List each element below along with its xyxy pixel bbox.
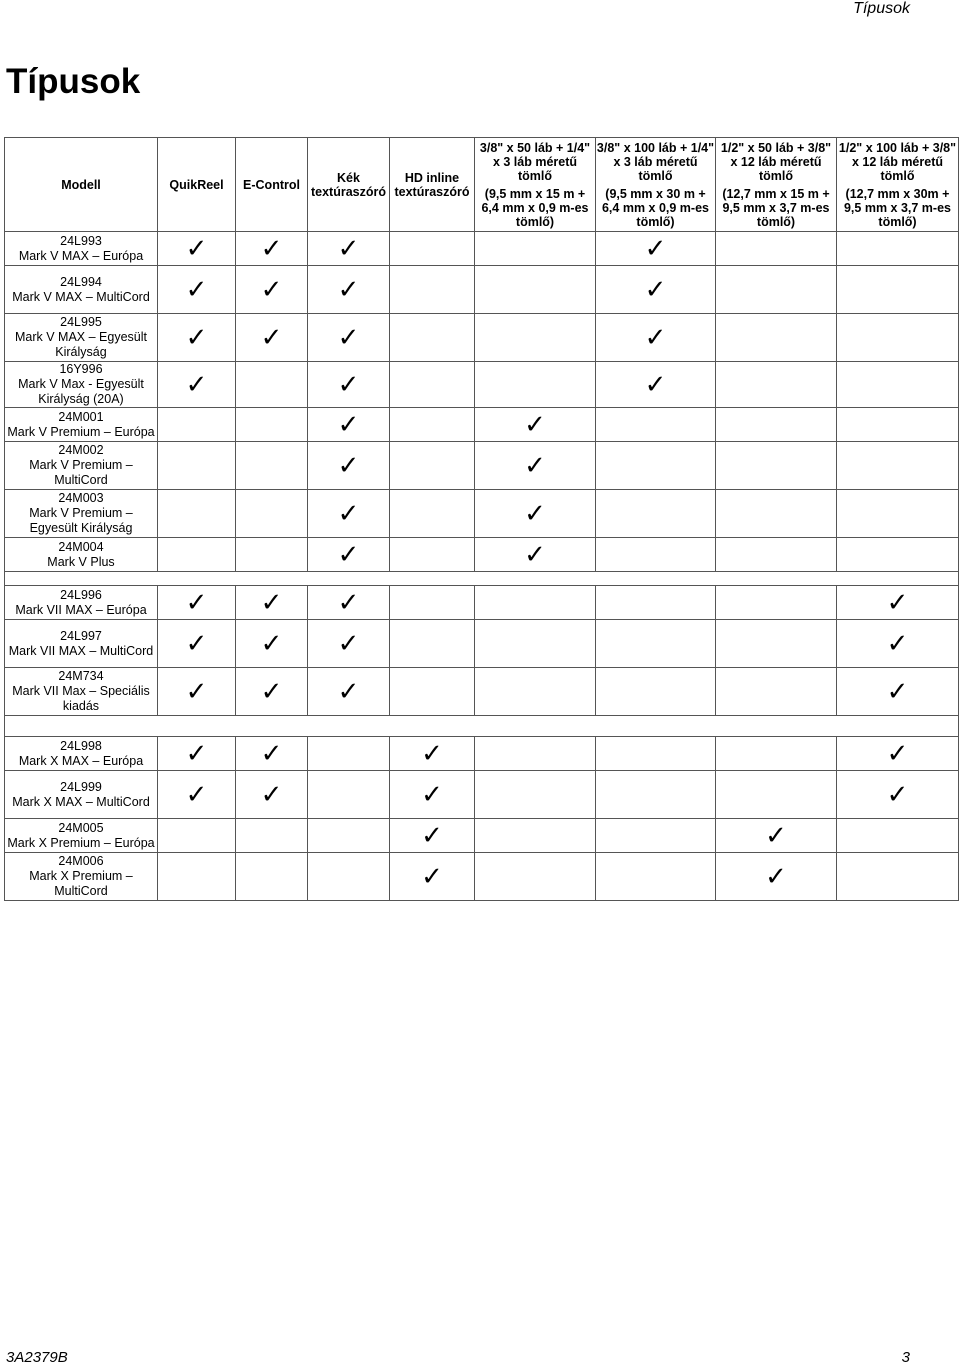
model-code: 16Y996 (59, 362, 103, 376)
table-row (5, 490, 959, 538)
column-subtitle: (9,5 mm x 15 m + 6,4 mm x 0,9 m-es tömlő) (481, 186, 589, 229)
check-mark-icon: ✓ (475, 538, 596, 572)
model-cell (5, 538, 158, 572)
empty-cell (596, 771, 716, 819)
model-code: 24L998 (60, 738, 102, 753)
model-name: Mark X Premium – Európa (7, 835, 155, 850)
empty-cell (837, 362, 959, 408)
empty-cell (837, 266, 959, 314)
empty-cell (596, 442, 716, 490)
empty-cell (716, 266, 837, 314)
model-code: 24M003 (58, 491, 104, 505)
empty-cell (837, 819, 959, 853)
column-title: QuikReel (169, 177, 224, 192)
table-row (5, 771, 959, 819)
model-code: 24M002 (58, 443, 104, 457)
model-cell (5, 266, 158, 314)
empty-cell (716, 620, 837, 668)
model-cell (5, 586, 158, 620)
empty-cell (158, 819, 236, 853)
check-mark-icon: ✓ (390, 771, 475, 819)
model-name: Mark V MAX – Egyesült Királyság (15, 330, 147, 359)
empty-cell (390, 232, 475, 266)
table-row (5, 668, 959, 716)
check-mark-icon: ✓ (236, 620, 308, 668)
model-code: 24M005 (58, 820, 104, 835)
model-cell (5, 314, 158, 362)
empty-cell (236, 408, 308, 442)
empty-cell (716, 771, 837, 819)
separator-cell (5, 716, 959, 737)
check-mark-icon: ✓ (837, 586, 959, 620)
model-name: Mark V Premium – Egyesült Királyság (29, 506, 133, 535)
model-name: Mark VII Max – Speciális kiadás (12, 684, 150, 713)
check-mark-icon: ✓ (837, 771, 959, 819)
model-name: Mark V Premium – Európa (7, 424, 155, 439)
group-separator (5, 572, 959, 586)
table-row (5, 853, 959, 901)
column-header (837, 138, 959, 232)
check-mark-icon: ✓ (390, 819, 475, 853)
check-mark-icon: ✓ (716, 853, 837, 901)
empty-cell (837, 232, 959, 266)
column-subtitle: (12,7 mm x 30m + 9,5 mm x 3,7 m-es tömlő) (843, 186, 951, 229)
check-mark-icon: ✓ (236, 668, 308, 716)
model-cell (5, 668, 158, 716)
check-mark-icon: ✓ (596, 362, 716, 408)
model-name: Mark VII MAX – MultiCord (8, 643, 154, 658)
empty-cell (837, 853, 959, 901)
table-row (5, 266, 959, 314)
empty-cell (837, 314, 959, 362)
check-mark-icon: ✓ (236, 771, 308, 819)
model-name: Mark V Premium – MultiCord (29, 458, 133, 487)
empty-cell (596, 853, 716, 901)
empty-cell (390, 620, 475, 668)
empty-cell (475, 771, 596, 819)
column-title: E-Control (243, 177, 300, 192)
empty-cell (475, 586, 596, 620)
table-row (5, 408, 959, 442)
model-code: 24L994 (60, 274, 102, 289)
table-header-row (5, 138, 959, 232)
empty-cell (716, 408, 837, 442)
table-row (5, 232, 959, 266)
table-row (5, 819, 959, 853)
check-mark-icon: ✓ (308, 620, 390, 668)
check-mark-icon: ✓ (158, 362, 236, 408)
column-subtitle: (9,5 mm x 30 m + 6,4 mm x 0,9 m-es tömlő) (601, 186, 709, 229)
model-code: 24L997 (60, 628, 102, 643)
model-name: Mark V MAX – Európa (18, 248, 144, 263)
column-title: 3/8" x 50 láb + 1/4" x 3 láb méretű tömlő (479, 140, 591, 183)
check-mark-icon: ✓ (308, 538, 390, 572)
empty-cell (475, 314, 596, 362)
model-cell (5, 737, 158, 771)
running-header: Típusok (853, 0, 910, 17)
empty-cell (596, 490, 716, 538)
empty-cell (475, 853, 596, 901)
model-name: Mark X Premium – MultiCord (29, 869, 133, 898)
model-cell (5, 853, 158, 901)
page-number: 3 (901, 1349, 910, 1366)
empty-cell (716, 737, 837, 771)
check-mark-icon: ✓ (158, 737, 236, 771)
table-row (5, 620, 959, 668)
empty-cell (596, 586, 716, 620)
model-cell (5, 408, 158, 442)
empty-cell (236, 853, 308, 901)
column-header (475, 138, 596, 232)
check-mark-icon: ✓ (308, 314, 390, 362)
column-header (390, 138, 475, 232)
column-header (158, 138, 236, 232)
model-cell (5, 490, 158, 538)
empty-cell (596, 737, 716, 771)
check-mark-icon: ✓ (308, 362, 390, 408)
column-subtitle: (12,7 mm x 15 m + 9,5 mm x 3,7 m-es tömlő) (722, 186, 830, 229)
check-mark-icon: ✓ (236, 266, 308, 314)
check-mark-icon: ✓ (837, 668, 959, 716)
empty-cell (390, 586, 475, 620)
check-mark-icon: ✓ (596, 314, 716, 362)
column-title: 1/2" x 50 láb + 3/8" x 12 láb méretű tömlő (720, 140, 832, 183)
empty-cell (390, 668, 475, 716)
column-title: HD inline textúraszóró (394, 170, 470, 199)
empty-cell (390, 490, 475, 538)
empty-cell (475, 266, 596, 314)
empty-cell (236, 362, 308, 408)
column-title: 3/8" x 100 láb + 1/4" x 3 láb méretű tömlő (596, 140, 715, 183)
check-mark-icon: ✓ (308, 232, 390, 266)
empty-cell (158, 408, 236, 442)
table-row (5, 362, 959, 408)
empty-cell (158, 538, 236, 572)
empty-cell (837, 538, 959, 572)
separator-cell (5, 572, 959, 586)
model-name: Mark V Plus (47, 554, 115, 569)
table-row (5, 737, 959, 771)
check-mark-icon: ✓ (236, 232, 308, 266)
check-mark-icon: ✓ (837, 737, 959, 771)
empty-cell (158, 442, 236, 490)
column-header (236, 138, 308, 232)
empty-cell (308, 737, 390, 771)
empty-cell (390, 362, 475, 408)
model-code: 24L993 (60, 233, 102, 248)
check-mark-icon: ✓ (716, 819, 837, 853)
check-mark-icon: ✓ (236, 314, 308, 362)
check-mark-icon: ✓ (158, 314, 236, 362)
column-header (5, 138, 158, 232)
check-mark-icon: ✓ (837, 620, 959, 668)
empty-cell (596, 668, 716, 716)
model-name: Mark V MAX – MultiCord (12, 289, 150, 304)
empty-cell (308, 819, 390, 853)
column-title: Kék textúraszóró (310, 170, 387, 199)
check-mark-icon: ✓ (236, 586, 308, 620)
model-name: Mark VII MAX – Európa (15, 602, 147, 617)
check-mark-icon: ✓ (475, 442, 596, 490)
empty-cell (158, 853, 236, 901)
empty-cell (716, 232, 837, 266)
model-name: Mark X MAX – Európa (18, 753, 144, 768)
column-header (596, 138, 716, 232)
empty-cell (236, 442, 308, 490)
empty-cell (716, 314, 837, 362)
check-mark-icon: ✓ (596, 232, 716, 266)
table-row (5, 586, 959, 620)
empty-cell (236, 490, 308, 538)
empty-cell (716, 668, 837, 716)
model-cell (5, 362, 158, 408)
model-cell (5, 442, 158, 490)
model-cell (5, 819, 158, 853)
check-mark-icon: ✓ (308, 668, 390, 716)
empty-cell (390, 314, 475, 362)
check-mark-icon: ✓ (308, 442, 390, 490)
model-code: 24L999 (60, 779, 102, 794)
model-name: Mark V Max - Egyesült Királyság (20A) (18, 377, 144, 406)
column-header (308, 138, 390, 232)
empty-cell (596, 408, 716, 442)
check-mark-icon: ✓ (308, 266, 390, 314)
table-row (5, 442, 959, 490)
check-mark-icon: ✓ (158, 668, 236, 716)
empty-cell (716, 586, 837, 620)
empty-cell (716, 490, 837, 538)
column-title: 1/2" x 100 láb + 3/8" x 12 láb méretű tömlő (838, 140, 957, 183)
empty-cell (390, 442, 475, 490)
model-code: 24M004 (58, 539, 104, 554)
table-row (5, 538, 959, 572)
model-cell (5, 771, 158, 819)
empty-cell (596, 620, 716, 668)
empty-cell (236, 538, 308, 572)
empty-cell (837, 490, 959, 538)
empty-cell (475, 819, 596, 853)
check-mark-icon: ✓ (236, 737, 308, 771)
model-code: 24L996 (60, 587, 102, 602)
check-mark-icon: ✓ (158, 266, 236, 314)
model-code: 24M006 (58, 854, 104, 868)
check-mark-icon: ✓ (158, 232, 236, 266)
check-mark-icon: ✓ (390, 853, 475, 901)
empty-cell (475, 620, 596, 668)
empty-cell (475, 737, 596, 771)
check-mark-icon: ✓ (158, 620, 236, 668)
check-mark-icon: ✓ (158, 771, 236, 819)
empty-cell (390, 408, 475, 442)
empty-cell (837, 442, 959, 490)
model-code: 24M001 (58, 409, 104, 424)
group-separator (5, 716, 959, 737)
empty-cell (475, 668, 596, 716)
model-cell (5, 620, 158, 668)
column-title: Modell (61, 177, 101, 192)
empty-cell (716, 442, 837, 490)
check-mark-icon: ✓ (475, 408, 596, 442)
empty-cell (236, 819, 308, 853)
model-cell (5, 232, 158, 266)
column-header (716, 138, 837, 232)
empty-cell (475, 232, 596, 266)
check-mark-icon: ✓ (158, 586, 236, 620)
empty-cell (596, 538, 716, 572)
empty-cell (390, 266, 475, 314)
empty-cell (475, 362, 596, 408)
empty-cell (390, 538, 475, 572)
model-code: 24L995 (60, 315, 102, 329)
page-title: Típusok (6, 62, 141, 101)
check-mark-icon: ✓ (308, 408, 390, 442)
empty-cell (158, 490, 236, 538)
empty-cell (716, 538, 837, 572)
table-row (5, 314, 959, 362)
model-name: Mark X MAX – MultiCord (12, 794, 150, 809)
check-mark-icon: ✓ (596, 266, 716, 314)
empty-cell (837, 408, 959, 442)
check-mark-icon: ✓ (475, 490, 596, 538)
model-code: 24M734 (58, 669, 104, 683)
check-mark-icon: ✓ (308, 586, 390, 620)
check-mark-icon: ✓ (390, 737, 475, 771)
empty-cell (308, 853, 390, 901)
empty-cell (716, 362, 837, 408)
models-table (4, 137, 959, 901)
document-number: 3A2379B (6, 1349, 68, 1366)
empty-cell (308, 771, 390, 819)
check-mark-icon: ✓ (308, 490, 390, 538)
empty-cell (596, 819, 716, 853)
